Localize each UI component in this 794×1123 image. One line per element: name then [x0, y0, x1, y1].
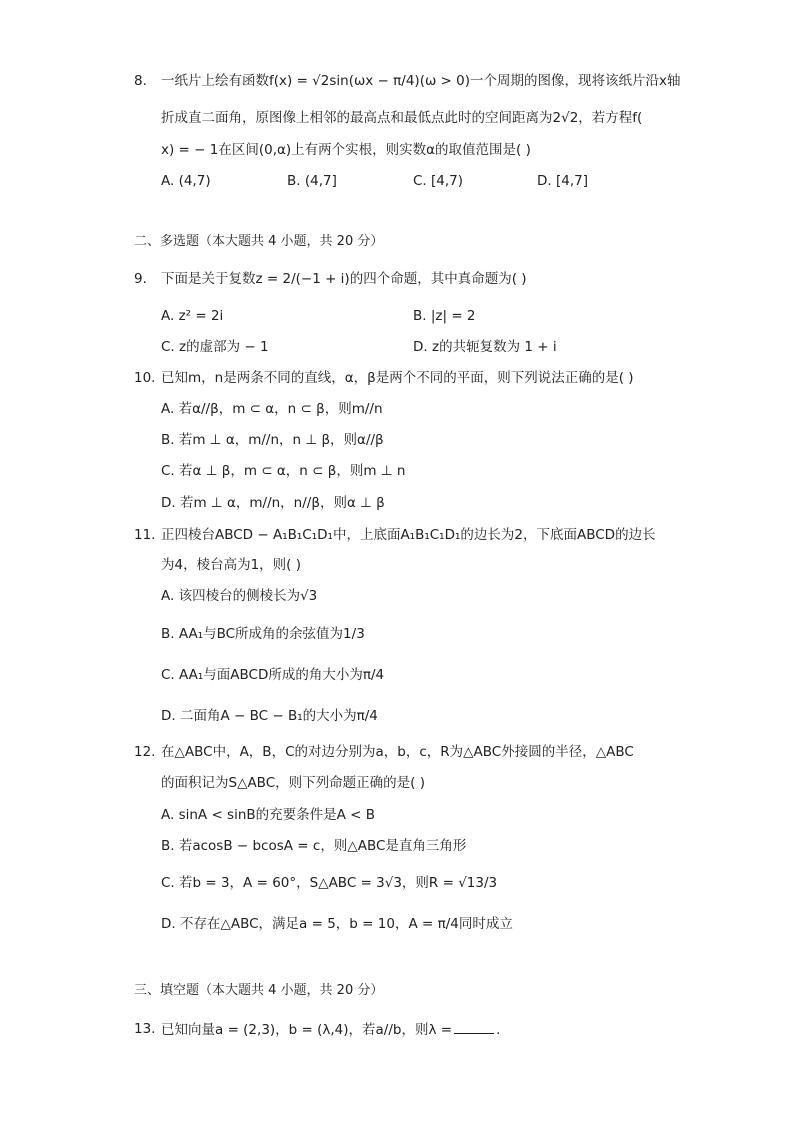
q12-option-a: A. sinA < sinB的充要条件是A < B [161, 807, 376, 823]
q8-line-3: x) = − 1在区间(0,α)上有两个实根，则实数α的取值范围是( ) [161, 142, 531, 158]
q10-option-d: D. 若m ⊥ α，m//n，n//β，则α ⊥ β [161, 495, 385, 511]
q13-text [161, 1019, 500, 1040]
q10-number: 10. [134, 370, 156, 386]
q11-option-d: D. 二面角A − BC − B₁的大小为π/4 [161, 708, 378, 724]
q11-number: 11. [134, 527, 156, 543]
section-2-title: 二、多选题（本大题共 4 小题，共 20 分） [134, 234, 384, 249]
q9-option-c: C. z的虚部为 − 1 [161, 339, 269, 355]
q8-option-c: C. [4,7) [413, 173, 464, 189]
q12-option-d: D. 不存在△ABC，满足a = 5，b = 10，A = π/4同时成立 [161, 916, 513, 932]
q9-option-d: D. z的共轭复数为 1 + i [413, 339, 557, 355]
q11-option-c: C. AA₁与面ABCD所成的角大小为π/4 [161, 667, 385, 683]
q9-number: 9. [134, 271, 147, 287]
q13-text-before: 已知向量a = (2,3)，b = (λ,4)，若a//b，则λ = [161, 1022, 453, 1038]
q12-option-b: B. 若acosB − bcosA = c，则△ABC是直角三角形 [161, 838, 467, 854]
q12-option-c: C. 若b = 3，A = 60°，S△ABC = 3√3，则R = √13/3 [161, 875, 498, 891]
q10-option-a: A. 若α//β，m ⊂ α，n ⊂ β，则m//n [161, 401, 383, 417]
q11-line-1: 正四棱台ABCD − A₁B₁C₁D₁中，上底面A₁B₁C₁D₁的边长为2，下底面ABCD的边长 [161, 527, 656, 543]
q8-line-2: 折成直二面角，原图像上相邻的最高点和最低点此时的空间距离为2√2，若方程f( [161, 110, 643, 126]
q8-option-d: D. [4,7] [537, 173, 588, 189]
q9-text: 下面是关于复数z = 2/(−1 + i)的四个命题，其中真命题为( ) [161, 271, 527, 287]
q11-option-b: B. AA₁与BC所成角的余弦值为1/3 [161, 626, 365, 642]
q8-number: 8. [134, 73, 147, 89]
q13-number: 13. [134, 1021, 156, 1037]
q9-option-a: A. z² = 2i [161, 308, 224, 324]
q9-option-b: B. |z| = 2 [413, 308, 476, 324]
q10-option-c: C. 若α ⊥ β，m ⊂ α，n ⊂ β，则m ⊥ n [161, 463, 406, 479]
q11-line-2: 为4，棱台高为1，则( ) [161, 557, 302, 573]
q8-line-1: 一纸片上绘有函数f(x) = √2sin(ωx − π/4)(ω > 0)一个周期的图像，现将该纸片沿x轴 [161, 73, 681, 89]
q11-option-a: A. 该四棱台的侧棱长为√3 [161, 588, 318, 604]
q12-number: 12. [134, 744, 156, 760]
q12-line-2: 的面积记为S△ABC，则下列命题正确的是( ) [161, 775, 425, 791]
section-3-title: 三、填空题（本大题共 4 小题，共 20 分） [134, 983, 384, 998]
q10-text: 已知m，n是两条不同的直线，α，β是两个不同的平面，则下列说法正确的是( ) [161, 370, 634, 386]
q10-option-b: B. 若m ⊥ α，m//n，n ⊥ β，则α//β [161, 432, 384, 448]
q13-answer-blank[interactable] [454, 1019, 494, 1034]
q12-line-1: 在△ABC中，A，B，C的对边分别为a，b，c，R为△ABC外接圆的半径，△ABC [161, 744, 634, 760]
q8-option-b: B. (4,7] [287, 173, 337, 189]
q13-text-after: . [496, 1022, 501, 1038]
q8-option-a: A. (4,7) [161, 173, 211, 189]
